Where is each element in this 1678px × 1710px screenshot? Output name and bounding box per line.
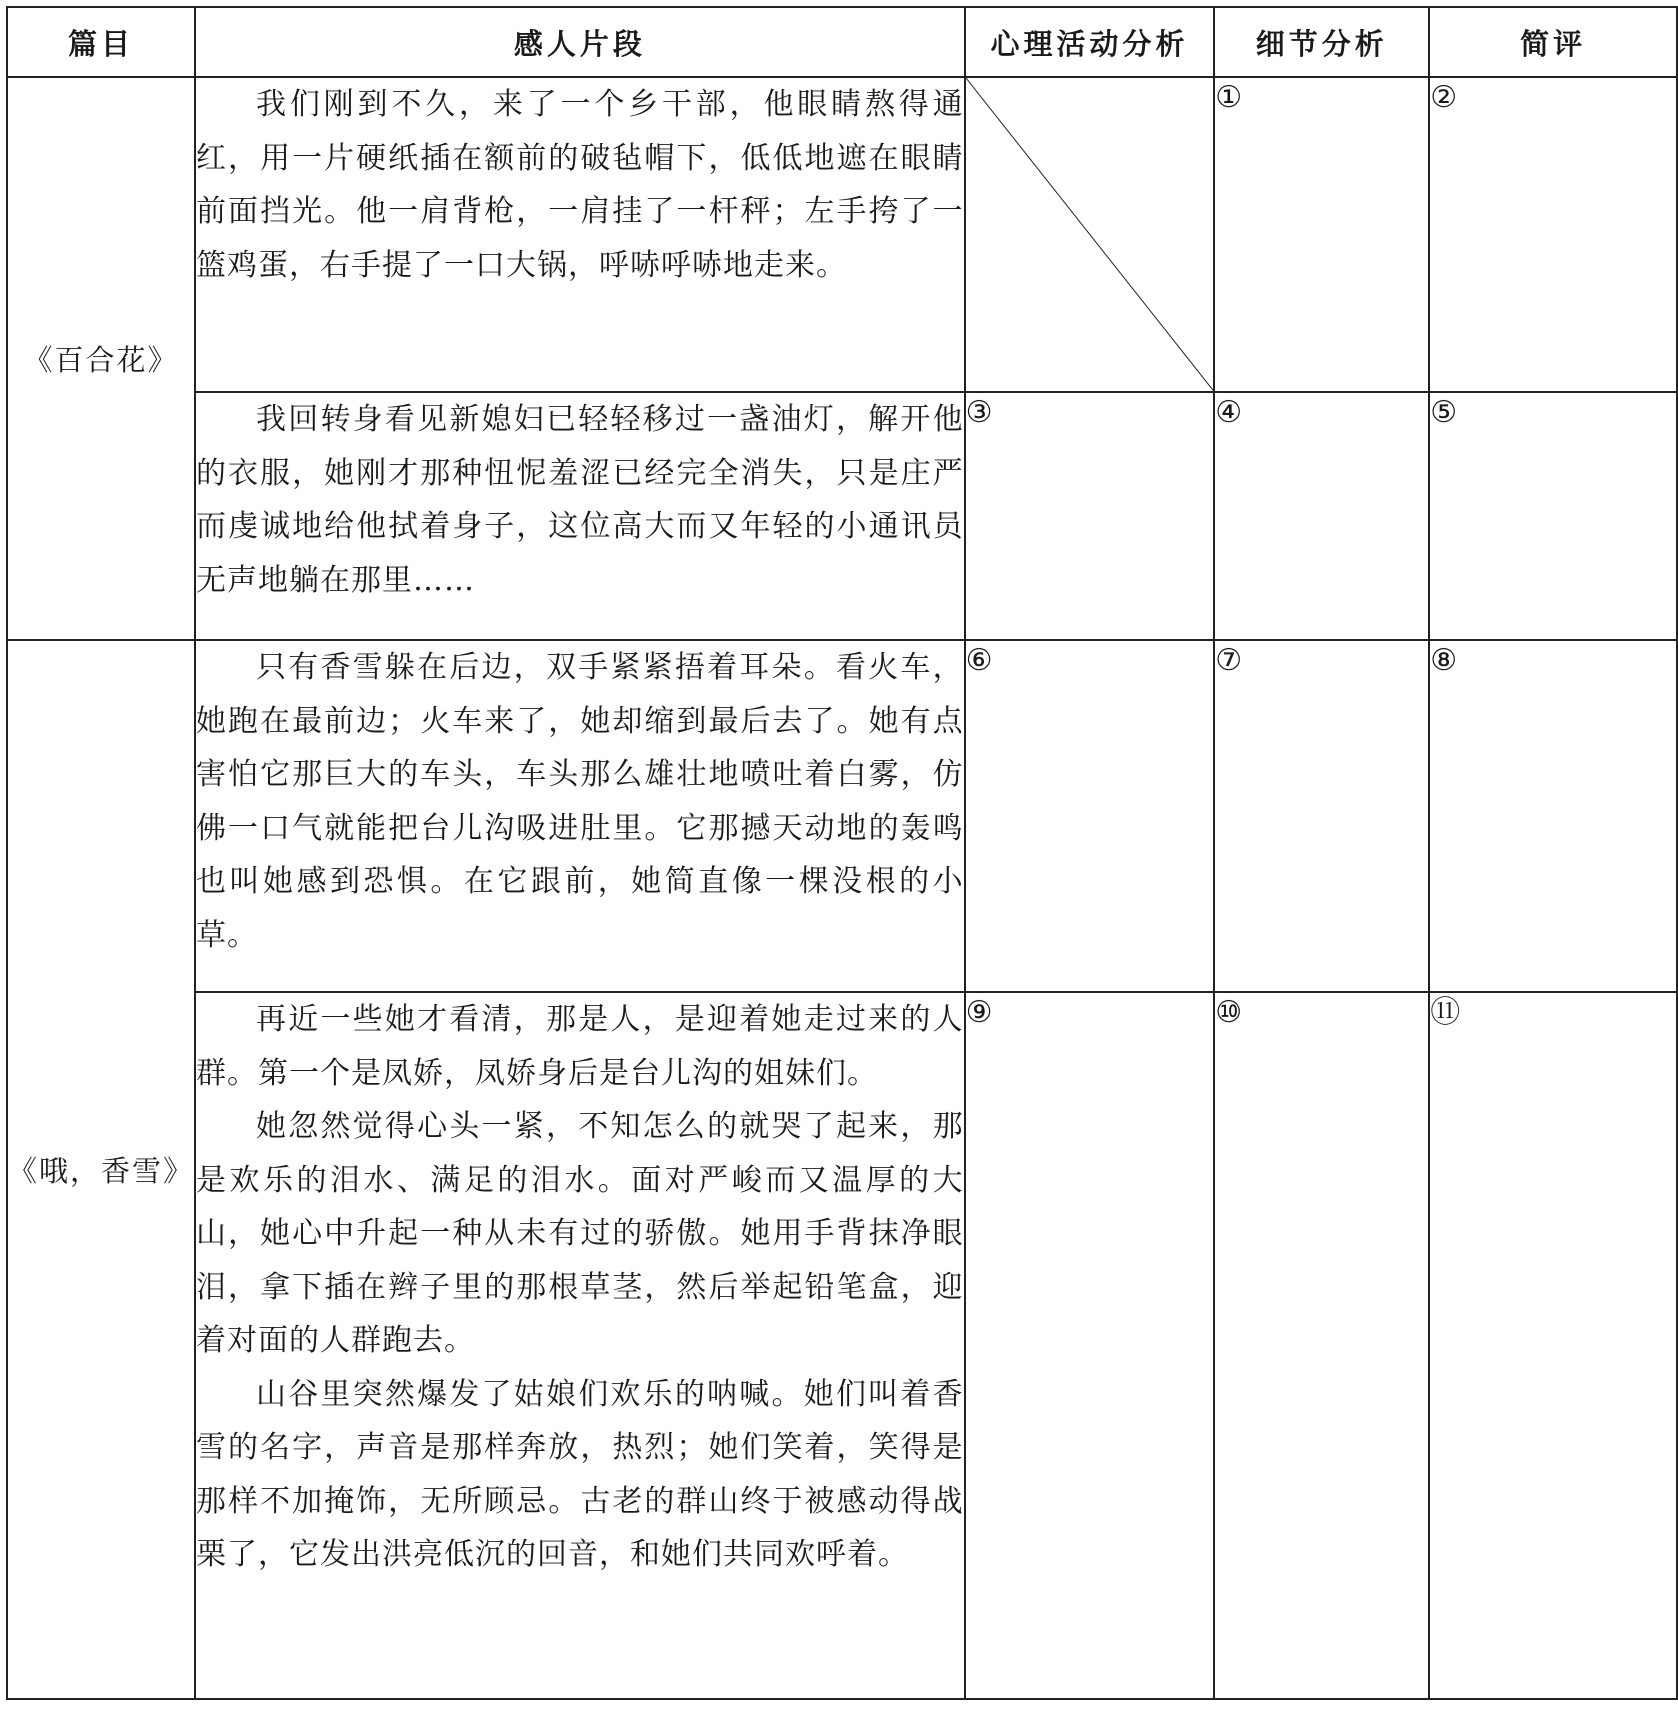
work-title-xiangxue: 《哦，香雪》	[7, 640, 195, 1699]
comment-marker: ⑧	[1429, 640, 1677, 992]
fragment-paragraph: 再近一些她才看清，那是人，是迎着她走过来的人群。第一个是凤娇，凤娇身后是台儿沟的姐妹们。	[196, 1002, 964, 1091]
detail-marker: ⑩	[1214, 992, 1429, 1699]
fragment-paragraph: 山谷里突然爆发了姑娘们欢乐的呐喊。她们叫着香雪的名字，声音是那样奔放，热烈；她们笑着，笑得是那样不加掩饰，无所顾忌。古老的群山终于被感动得战栗了，它发出洪亮低沉的回音，和她们共同欢呼着。	[196, 1376, 964, 1572]
psych-marker: ③	[965, 392, 1215, 640]
work-title-baihehua: 《百合花》	[7, 77, 195, 640]
comment-marker: ⑤	[1429, 392, 1677, 640]
header-row	[7, 7, 1677, 77]
header-title: 篇目	[7, 7, 195, 77]
fragment-cell	[195, 392, 965, 640]
psych-marker: ⑨	[965, 992, 1215, 1699]
fragment-paragraph: 只有香雪躲在后边，双手紧紧捂着耳朵。看火车，她跑在最前边；火车来了，她却缩到最后去了。她有点害怕它那巨大的车头，车头那么雄壮地喷吐着白雾，仿佛一口气就能把台儿沟吸进肚里。它那撼天动地的轰鸣也叫她感到恐惧。在它跟前，她简直像一棵没根的小草。	[196, 650, 964, 953]
fragment-paragraph: 我回转身看见新媳妇已轻轻移过一盏油灯，解开他的衣服，她刚才那种忸怩羞涩已经完全消失，只是庄严而虔诚地给他拭着身子，这位高大而又年轻的小通讯员无声地躺在那里……	[196, 402, 964, 598]
table-row	[7, 992, 1677, 1699]
comment-marker: ⑪	[1429, 992, 1677, 1699]
header-psych: 心理活动分析	[965, 7, 1215, 77]
header-comment: 简评	[1429, 7, 1677, 77]
header-fragment: 感人片段	[195, 7, 965, 77]
fragment-cell	[195, 992, 965, 1699]
detail-marker: ①	[1214, 77, 1429, 392]
fragment-paragraph: 我们刚到不久，来了一个乡干部，他眼睛熬得通红，用一片硬纸插在额前的破毡帽下，低低地遮在眼睛前面挡光。他一肩背枪，一肩挂了一杆秤；左手挎了一篮鸡蛋，右手提了一口大锅，呼哧呼哧地走来。	[196, 87, 964, 283]
header-detail: 细节分析	[1214, 7, 1429, 77]
table-row	[7, 77, 1677, 392]
comment-marker: ②	[1429, 77, 1677, 392]
table-row	[7, 640, 1677, 992]
fragment-cell	[195, 640, 965, 992]
detail-marker: ⑦	[1214, 640, 1429, 992]
diagonal-line	[966, 78, 1214, 391]
fragment-paragraph: 她忽然觉得心头一紧，不知怎么的就哭了起来，那是欢乐的泪水、满足的泪水。面对严峻而又温厚的大山，她心中升起一种从未有过的骄傲。她用手背抹净眼泪，拿下插在辫子里的那根草茎，然后举起铅笔盒，迎着对面的人群跑去。	[196, 1109, 964, 1358]
detail-marker: ④	[1214, 392, 1429, 640]
table-row	[7, 392, 1677, 640]
fragment-cell	[195, 77, 965, 392]
psych-marker: ⑥	[965, 640, 1215, 992]
psych-cell-blank	[965, 77, 1215, 392]
analysis-table	[6, 6, 1678, 1700]
